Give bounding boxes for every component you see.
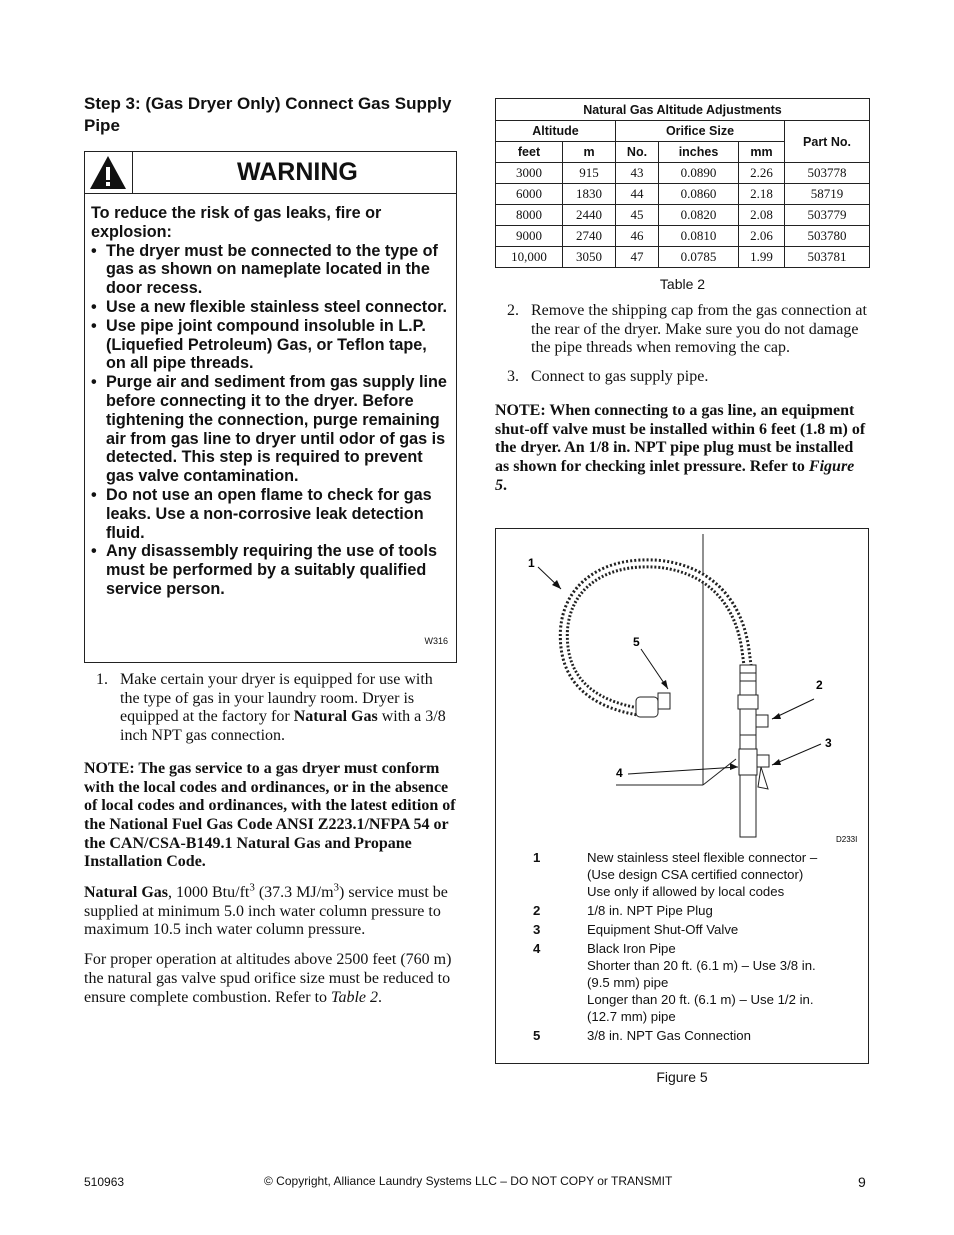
superscript: 3 [333, 881, 340, 894]
table-row [496, 226, 870, 247]
flexible-connector [564, 563, 748, 712]
step-1-text: Make certain your dryer is equipped for use with the type of gas in your laundry room. Dryer is equipped at the factory for [120, 671, 433, 726]
step-1-paragraph [84, 671, 456, 746]
step-1-text-end: with a 3/8 inch NPT gas connection. [120, 708, 446, 745]
figure-caption: Figure 5 [656, 1069, 708, 1085]
page-number: 9 [858, 1174, 866, 1190]
legend-item [533, 849, 853, 901]
warning-bullet: • Any disassembly requiring the use of tools must be performed by a suitably qualified service person. [91, 542, 451, 598]
table-column-header: mm [739, 142, 785, 163]
warning-icon [85, 152, 133, 193]
callout-4: 4 [616, 766, 623, 780]
step-2-paragraph [495, 302, 869, 358]
table-column-header: m [563, 142, 616, 163]
table-cell: 58719 [785, 184, 870, 205]
warning-code: W316 [424, 636, 448, 646]
table-cell: 43 [616, 163, 659, 184]
table-cell: 8000 [496, 205, 563, 226]
table-cell: 503780 [785, 226, 870, 247]
warning-title: WARNING [237, 158, 358, 186]
figure-reference-link[interactable]: Figure 5 [495, 457, 855, 494]
table-caption: Table 2 [659, 276, 706, 292]
legend-text: 3/8 in. NPT Gas Connection [587, 1028, 751, 1044]
warning-bullet: • Use a new flexible stainless steel connector. [91, 298, 451, 317]
table-cell: 2.18 [739, 184, 785, 205]
table-column-header: feet [496, 142, 563, 163]
table-cell: 3050 [563, 247, 616, 268]
warning-bullet: • Purge air and sediment from gas supply line before connecting it to the dryer. Before tightening the connection, purge remaining air from gas line to dryer until odor of gas is detected. This step is required to prevent gas valve contamination. [91, 373, 451, 486]
warning-body [91, 204, 451, 599]
note-shutoff-text: NOTE: When connecting to a gas line, an equipment shut-off valve must be installed within 6 feet (1.8 m) of the dryer. An 1/8 in. NPT pipe plug must be installed as shown for checking inlet pressure. Refer to [495, 401, 866, 475]
shutoff-valve [739, 749, 757, 775]
step-number: 3. [507, 368, 519, 386]
callout-1: 1 [528, 556, 535, 570]
natural-gas-text: (37.3 MJ/m [254, 884, 334, 902]
natural-gas-paragraph [84, 881, 456, 940]
table-cell: 2.08 [739, 205, 785, 226]
document-number: 510963 [84, 1175, 125, 1189]
table-row [496, 163, 870, 184]
table-column-header: inches [659, 142, 739, 163]
table-row [496, 205, 870, 226]
table-cell: 2.06 [739, 226, 785, 247]
legend-item [533, 1027, 853, 1044]
table-cell: 503779 [785, 205, 870, 226]
note-shutoff-valve [495, 402, 869, 496]
table-cell: 503781 [785, 247, 870, 268]
step-3-paragraph [495, 368, 869, 387]
copyright-notice: © Copyright, Alliance Laundry Systems LLC – DO NOT COPY or TRANSMIT [264, 1174, 673, 1188]
table-column-header: No. [616, 142, 659, 163]
legend-number: 5 [533, 1028, 541, 1044]
gas-connection-elbow [636, 697, 658, 717]
table-cell: 915 [563, 163, 616, 184]
table-group-header: Orifice Size [616, 121, 785, 142]
legend-text: Equipment Shut-Off Valve [587, 921, 739, 937]
step-3-text: Connect to gas supply pipe. [531, 368, 709, 386]
pipe-plug [756, 715, 768, 727]
table-reference-link[interactable]: Table 2 [331, 988, 379, 1006]
section-heading: Step 3: (Gas Dryer Only) Connect Gas Supply Pipe [84, 94, 452, 135]
table-row [496, 184, 870, 205]
table-title: Natural Gas Altitude Adjustments [496, 99, 870, 121]
table-cell: 1830 [563, 184, 616, 205]
table-cell: 9000 [496, 226, 563, 247]
gas-connection-illustration [496, 529, 870, 849]
legend-number: 4 [533, 940, 541, 956]
figure-code: D233I [836, 835, 858, 844]
figure-legend [533, 849, 853, 1046]
figure-5-box [495, 528, 869, 1064]
warning-header [85, 152, 456, 194]
natural-gas-text: ) service must be supplied at minimum 5.0 inch water column pressure to maximum 10.5 inch water column pressure. [84, 884, 448, 939]
natural-gas-text: , 1000 Btu/ft [168, 884, 250, 902]
step-2-text: Remove the shipping cap from the gas connection at the rear of the dryer. Make sure you do not damage the pipe threads when removing the cap. [531, 302, 867, 357]
altitude-adjustments-table [495, 98, 870, 268]
table-cell: 503778 [785, 163, 870, 184]
table-cell: 2.26 [739, 163, 785, 184]
table-cell: 45 [616, 205, 659, 226]
altitude-text-end: . [378, 988, 383, 1006]
superscript: 3 [249, 881, 255, 894]
table-cell: 47 [616, 247, 659, 268]
table-cell: 0.0820 [659, 205, 739, 226]
table-cell: 3000 [496, 163, 563, 184]
table-cell: 10,000 [496, 247, 563, 268]
table-cell: 46 [616, 226, 659, 247]
black-iron-pipe [740, 775, 756, 837]
natural-gas-label: Natural Gas [84, 884, 168, 902]
table-group-header: Altitude [496, 121, 616, 142]
note-gas-codes: NOTE: The gas service to a gas dryer must conform with the local codes and ordinances, or in the absence of local codes and ordinances, with the latest edition of the National Fuel Gas Code ANSI Z223.1/NFPA 54 or the CAN/CSA-B149.1 Natural Gas and Propane Installation Code. [84, 759, 456, 871]
warning-bullet: • Do not use an open flame to check for gas leaks. Use a non-corrosive leak detection fluid. [91, 486, 451, 542]
left-column-text [84, 671, 456, 1018]
table-row [496, 247, 870, 268]
callout-2: 2 [816, 678, 823, 692]
pipe-tee [740, 709, 756, 735]
table-cell: 2740 [563, 226, 616, 247]
table-cell: 1.99 [739, 247, 785, 268]
table-cell: 0.0810 [659, 226, 739, 247]
warning-box [84, 151, 457, 663]
warning-intro: To reduce the risk of gas leaks, fire or explosion: [91, 204, 382, 241]
legend-item [533, 902, 853, 919]
table-cell: 2440 [563, 205, 616, 226]
step-1-gas-type: Natural Gas [293, 708, 378, 726]
table-cell: 44 [616, 184, 659, 205]
legend-number: 1 [533, 850, 541, 865]
altitude-paragraph [84, 951, 456, 1007]
callout-3: 3 [825, 736, 832, 750]
warning-bullet: • The dryer must be connected to the type of gas as shown on nameplate located in the door recess. [91, 242, 451, 298]
legend-text: New stainless steel flexible connector – (Use design CSA certified connector) Use only if allowed by local codes [587, 850, 818, 900]
legend-text: 1/8 in. NPT Pipe Plug [587, 903, 713, 919]
legend-text: Black Iron Pipe Shorter than 20 ft. (6.1 m) – Use 3/8 in. (9.5 mm) pipe Longer than 20 ft. (6.1 m) – Use 1/2 in. (12.7 mm) pipe [587, 940, 816, 1025]
altitude-text: For proper operation at altitudes above 2500 feet (760 m) the natural gas valve spud orifice size must be reduced to ensure complete combustion. Refer to [84, 951, 452, 1006]
warning-bullet: • Use pipe joint compound insoluble in L.P. (Liquefied Petroleum) Gas, or Teflon tape, on all pipe threads. [91, 317, 451, 373]
table-cell: 0.0890 [659, 163, 739, 184]
callout-5: 5 [633, 635, 640, 649]
legend-item [533, 921, 853, 938]
right-column-text [495, 302, 869, 505]
legend-number: 3 [533, 921, 541, 937]
note-shutoff-end: . [503, 476, 507, 494]
legend-item [533, 940, 853, 1026]
step-number: 1. [96, 671, 108, 688]
table-cell: 0.0860 [659, 184, 739, 205]
table-cell: 0.0785 [659, 247, 739, 268]
table-column-header: Part No. [785, 121, 870, 163]
step-number: 2. [507, 302, 519, 319]
legend-number: 2 [533, 903, 541, 919]
table-cell: 6000 [496, 184, 563, 205]
